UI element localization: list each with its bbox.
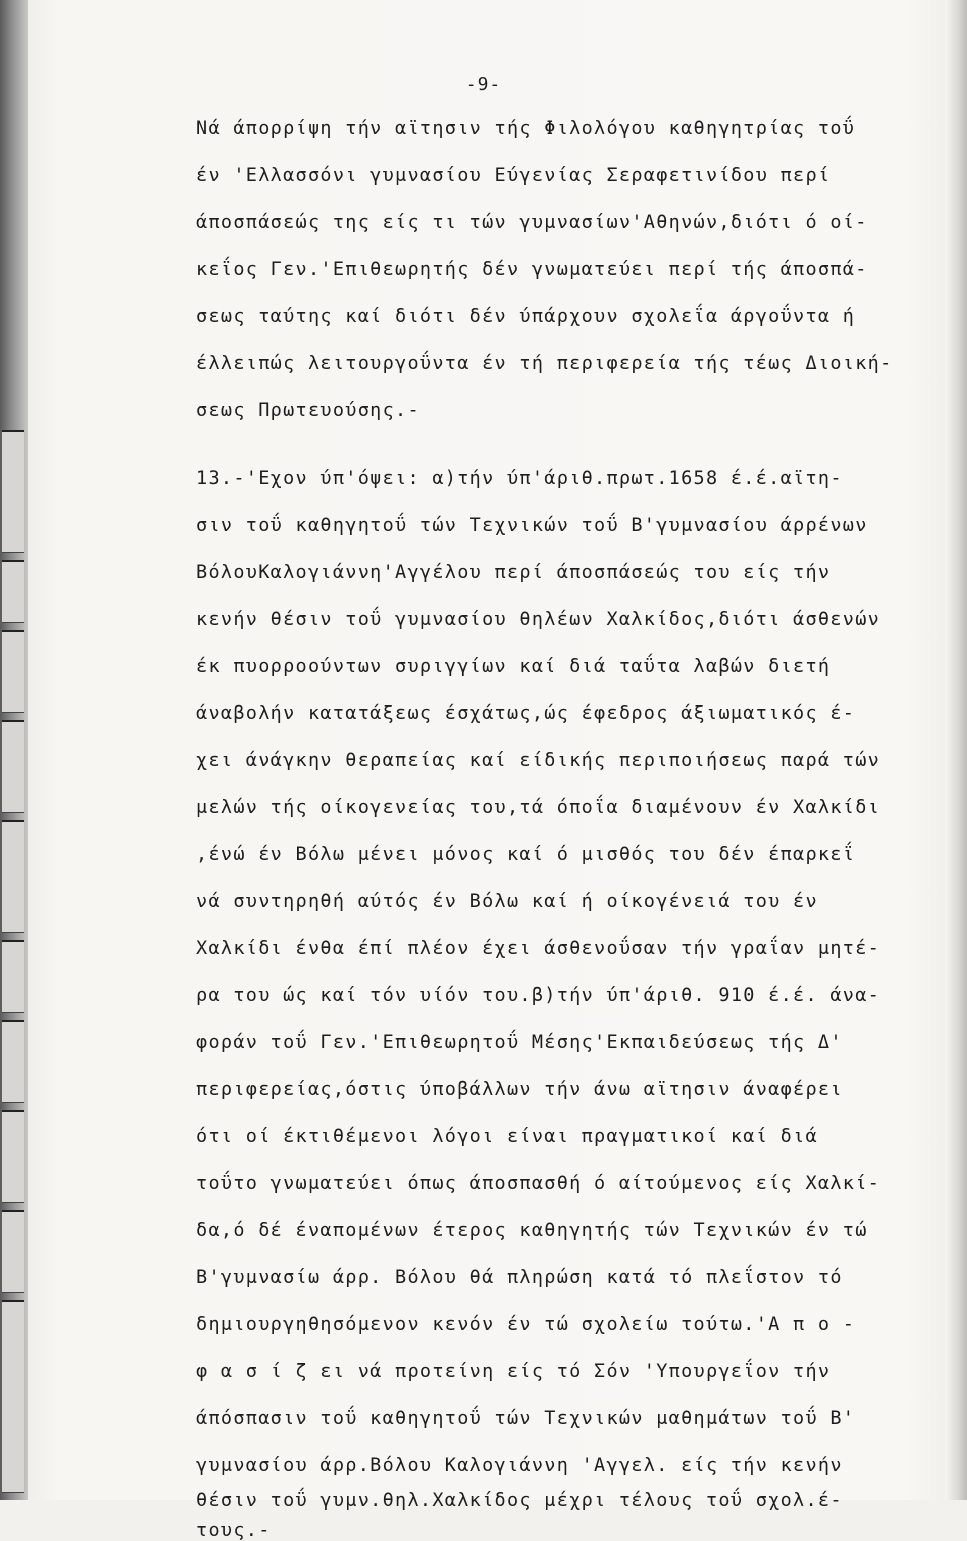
binding-tab	[2, 1020, 24, 1103]
page-edge	[945, 0, 967, 1500]
binding-tab	[2, 1300, 24, 1493]
text-line: έν 'Ελλασσόνι γυμνασίου Εύγενίας Σεραφετινίδου περί	[196, 165, 831, 186]
text-line: έλλειπώς λειτουργοΰντα έν τή περιφερεία τής τέως Διοική-	[196, 353, 893, 374]
text-line: Β'γυμνασίω άρρ. Βόλου θά πληρώση κατά τό πλεΐστον τό	[196, 1267, 843, 1288]
text-line: άπόσπασιν τοΰ καθηγητοΰ τών Τεχνικών μαθημάτων τοΰ Β'	[196, 1408, 856, 1429]
binding-tab	[2, 1110, 24, 1203]
text-line: φ α σ ί ζ ει νά προτείνη είς τό Σόν 'Υπουργεΐον τήν	[196, 1361, 831, 1382]
binding-tab	[2, 1210, 24, 1293]
text-line: φοράν τοΰ Γεν.'Επιθεωρητοΰ Μέσης'Εκπαιδεύσεως τής Δ'	[196, 1032, 843, 1053]
text-line: τοΰτο γνωματεύει όπως άποσπασθή ό αίτούμενος είς Χαλκί-	[196, 1173, 881, 1194]
text-line: θέσιν τοΰ γυμν.θηλ.Χαλκίδος μέχρι τέλους τοΰ σχολ.έ-	[196, 1490, 843, 1511]
page-number: -9-	[465, 74, 502, 95]
text-line: ΒόλουΚαλογιάννη'Αγγέλου περί άποσπάσεώς του είς τήν	[196, 562, 831, 583]
binding-tab	[2, 430, 24, 553]
binding-tab	[2, 560, 24, 623]
text-line: ότι οί έκτιθέμενοι λόγοι είναι πραγματικοί καί διά	[196, 1126, 818, 1147]
text-line: Νά άπορρίψη τήν αϊτησιν τής Φιλολόγου καθηγητρίας τοΰ	[196, 118, 856, 139]
text-line: σεως Πρωτευούσης.-	[196, 400, 420, 421]
text-line: έκ πυορροούντων συριγγίων καί διά ταΰτα λαβών διετή	[196, 656, 831, 677]
text-line: 13.-'Εχον ύπ'όψει: α)τήν ύπ'άριθ.πρωτ.1658 έ.έ.αϊτη-	[196, 468, 843, 489]
text-line: χει άνάγκην θεραπείας καί είδικής περιποιήσεως παρά τών	[196, 750, 881, 771]
binding-strip	[0, 0, 28, 1500]
text-line: άποσπάσεώς της είς τι τών γυμνασίων'Αθηνών,διότι ό οί-	[196, 212, 868, 233]
text-line: κενήν θέσιν τοΰ γυμνασίου θηλέων Χαλκίδος,διότι άσθενών	[196, 609, 881, 630]
text-line: δημιουργηθησόμενον κενόν έν τώ σχολείω τούτω.'Α π ο -	[196, 1314, 856, 1335]
text-line: μελών τής οίκογενείας του,τά όποΐα διαμένουν έν Χαλκίδι	[196, 797, 881, 818]
text-line: δα,ό δέ έναπομένων έτερος καθηγητής τών Τεχνικών έν τώ	[196, 1220, 868, 1241]
binding-tab	[2, 720, 24, 813]
text-line: σιν τοΰ καθηγητοΰ τών Τεχνικών τοΰ Β'γυμνασίου άρρένων	[196, 515, 868, 536]
text-line: άναβολήν κατατάξεως έσχάτως,ώς έφεδρος άξιωματικός έ-	[196, 703, 856, 724]
text-line: τους.-	[196, 1520, 271, 1541]
text-line: σεως ταύτης καί διότι δέν ύπάρχουν σχολεΐα άργοΰντα ή	[196, 306, 856, 327]
text-line: Χαλκίδι ένθα έπί πλέον έχει άσθενοΰσαν τήν γραΐαν μητέ-	[196, 938, 881, 959]
binding-tab	[2, 940, 24, 1013]
text-line: γυμνασίου άρρ.Βόλου Καλογιάννη 'Αγγελ. είς τήν κενήν	[196, 1455, 843, 1476]
binding-tab	[2, 820, 24, 933]
text-line: ρα του ώς καί τόν υίόν του.β)τήν ύπ'άριθ. 910 έ.έ. άνα-	[196, 985, 881, 1006]
text-line: κεΐος Γεν.'Επιθεωρητής δέν γνωματεύει περί τής άποσπά-	[196, 259, 868, 280]
text-line: περιφερείας,όστις ύποβάλλων τήν άνω αϊτησιν άναφέρει	[196, 1079, 843, 1100]
binding-tab	[2, 630, 24, 713]
text-line: νά συντηρηθή αύτός έν Βόλω καί ή οίκογένειά του έν	[196, 891, 818, 912]
text-line: ,ένώ έν Βόλω μένει μόνος καί ό μισθός του δέν έπαρκεΐ	[196, 844, 856, 865]
